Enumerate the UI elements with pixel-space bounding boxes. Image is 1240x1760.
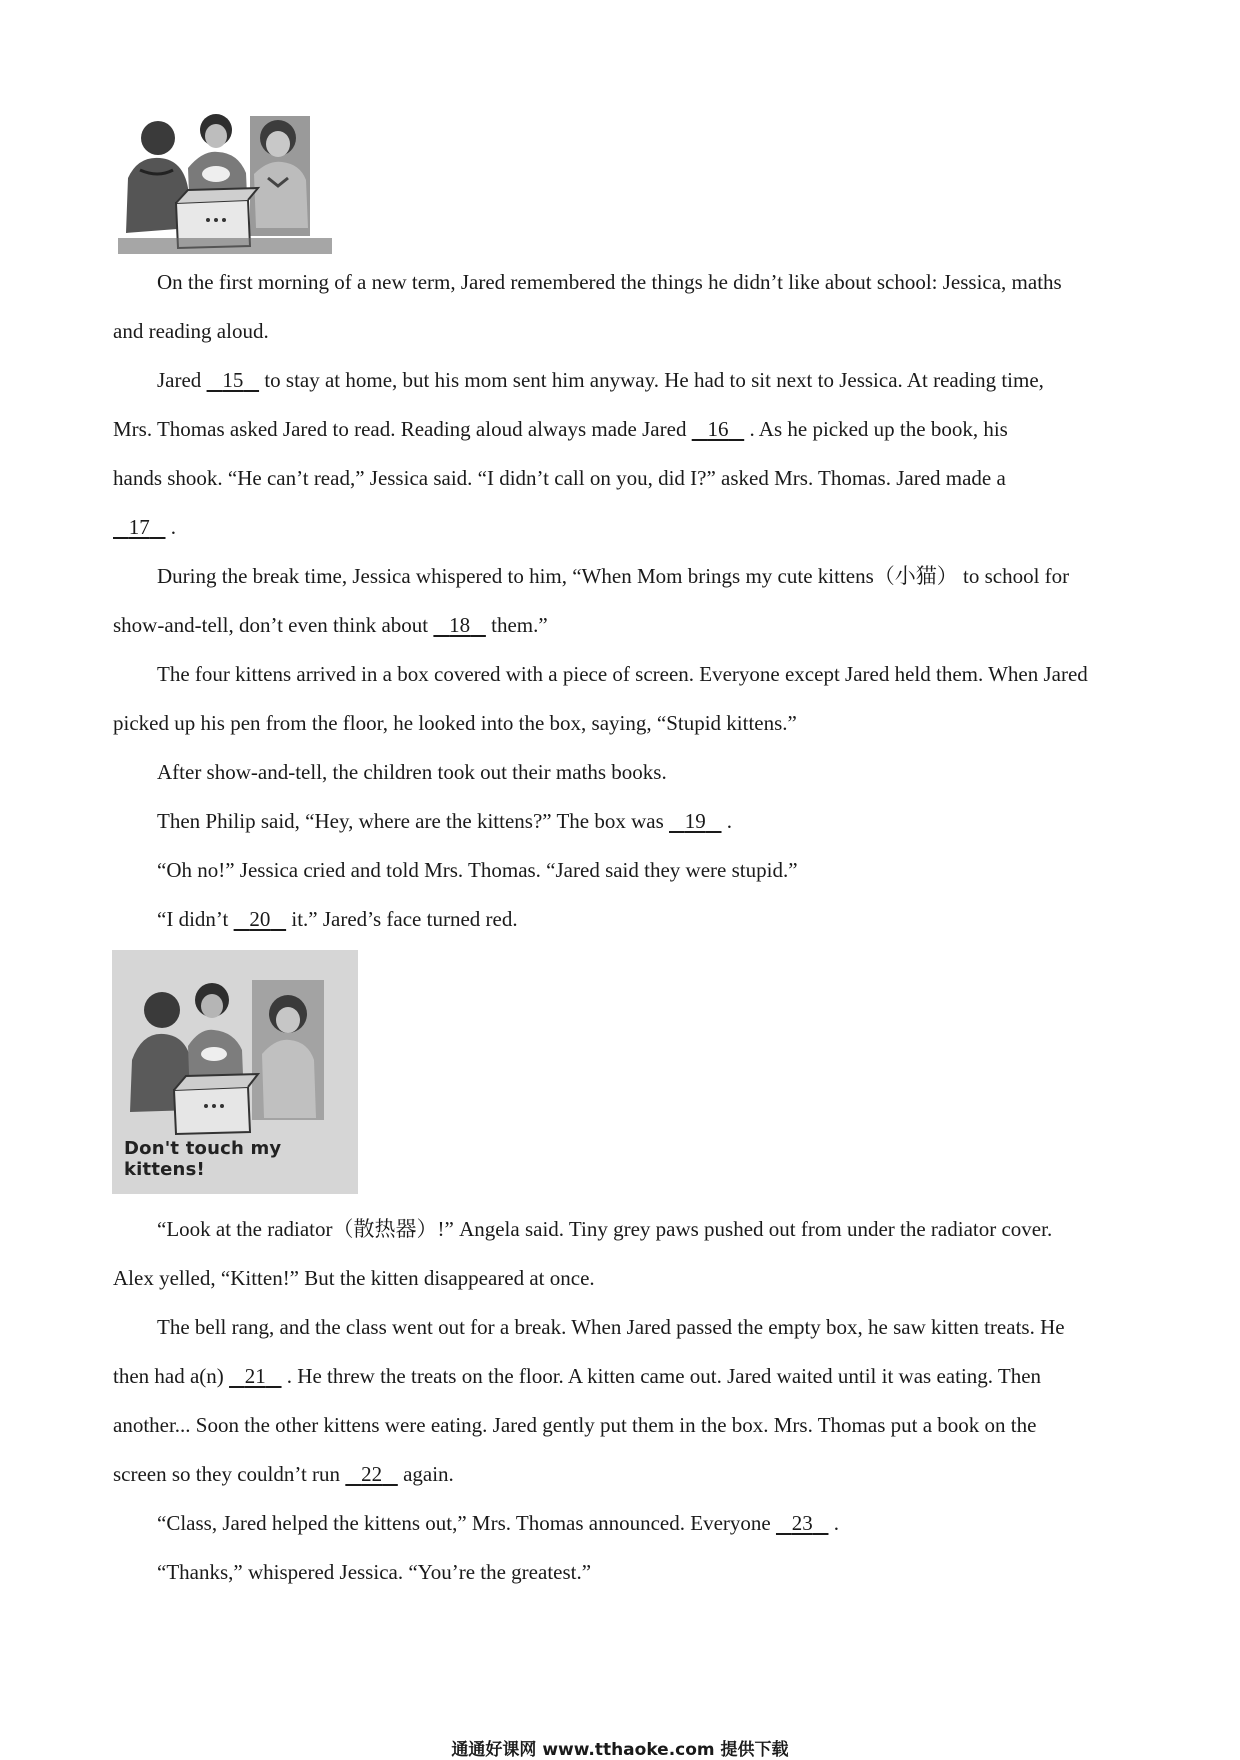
text-line bbox=[113, 1264, 1133, 1292]
line-text: hands shook. “He can’t read,” Jessica said. “I didn’t call on you, did I?” asked Mrs. Thomas. Jared made a bbox=[113, 466, 1006, 490]
blank-15[interactable] bbox=[207, 368, 260, 392]
text-line bbox=[157, 856, 1177, 884]
line-text: them.” bbox=[485, 613, 548, 637]
text-line bbox=[157, 807, 1177, 835]
blank-number: 18 bbox=[449, 613, 471, 637]
text-line bbox=[113, 464, 1133, 492]
blank-number: 20 bbox=[249, 907, 271, 931]
blank-number: 23 bbox=[791, 1511, 813, 1535]
blank-number: 16 bbox=[707, 417, 729, 441]
line-text: then had a(n) bbox=[113, 1364, 230, 1388]
blank-17[interactable] bbox=[113, 515, 166, 539]
illustration-children-with-kittens bbox=[118, 108, 332, 254]
line-text: picked up his pen from the floor, he looked into the box, saying, “Stupid kittens.” bbox=[113, 711, 797, 735]
blank-number: 21 bbox=[244, 1364, 266, 1388]
blank-23[interactable] bbox=[776, 1511, 829, 1535]
blank-number: 19 bbox=[684, 809, 706, 833]
text-line bbox=[157, 1215, 1177, 1243]
blank-20[interactable] bbox=[234, 907, 287, 931]
text-line bbox=[113, 611, 1133, 639]
text-line bbox=[113, 513, 1133, 541]
blank-number: 22 bbox=[361, 1462, 383, 1486]
line-text: . As he picked up the book, his bbox=[744, 417, 1008, 441]
line-text: “Oh no!” Jessica cried and told Mrs. Thomas. “Jared said they were stupid.” bbox=[157, 858, 798, 882]
text-line bbox=[113, 1411, 1133, 1439]
line-text: The bell rang, and the class went out for a break. When Jared passed the empty box, he saw kitten treats. He bbox=[157, 1315, 1065, 1339]
line-text: On the first morning of a new term, Jared remembered the things he didn’t like about school: Jessica, maths bbox=[157, 270, 1062, 294]
text-line bbox=[157, 366, 1177, 394]
text-line bbox=[157, 660, 1177, 688]
blank-19[interactable] bbox=[669, 809, 722, 833]
text-line bbox=[113, 415, 1133, 443]
line-text: . bbox=[165, 515, 176, 539]
line-text: . bbox=[828, 1511, 839, 1535]
text-line bbox=[157, 562, 1177, 590]
blank-18[interactable] bbox=[433, 613, 486, 637]
line-text: “I didn’t bbox=[157, 907, 234, 931]
text-line bbox=[157, 1509, 1177, 1537]
line-text: “Class, Jared helped the kittens out,” Mrs. Thomas announced. Everyone bbox=[157, 1511, 776, 1535]
line-text: another... Soon the other kittens were eating. Jared gently put them in the box. Mrs. Thomas put a book on the bbox=[113, 1413, 1037, 1437]
text-line bbox=[157, 1558, 1177, 1586]
illustration-caption: Don't touch my kittens! bbox=[124, 1138, 282, 1180]
blank-number: 17 bbox=[128, 515, 150, 539]
blank-16[interactable] bbox=[692, 417, 745, 441]
line-text: . bbox=[721, 809, 733, 833]
line-text: Then Philip said, “Hey, where are the kittens?” The box was bbox=[157, 809, 670, 833]
blank-number: 15 bbox=[222, 368, 244, 392]
line-text: and reading aloud. bbox=[113, 319, 269, 343]
line-text: Alex yelled, “Kitten!” But the kitten disappeared at once. bbox=[113, 1266, 595, 1290]
line-text: “Thanks,” whispered Jessica. “You’re the greatest.” bbox=[157, 1560, 592, 1584]
text-line bbox=[157, 1313, 1177, 1341]
illustration-dont-touch-kittens bbox=[112, 950, 358, 1194]
line-text: “Look at the radiator（散热器）!” Angela said. Tiny grey paws pushed out from under the radiator cover. bbox=[157, 1217, 1053, 1241]
line-text: it.” Jared’s face turned red. bbox=[286, 907, 518, 931]
line-text: During the break time, Jessica whispered to him, “When Mom brings my cute kittens（小猫） to school for bbox=[157, 564, 1070, 588]
text-line bbox=[113, 709, 1133, 737]
text-line bbox=[113, 1362, 1133, 1390]
text-line bbox=[157, 268, 1177, 296]
line-text: The four kittens arrived in a box covered with a piece of screen. Everyone except Jared held them. When Jared bbox=[157, 662, 1088, 686]
line-text: to stay at home, but his mom sent him anyway. He had to sit next to Jessica. At reading time, bbox=[259, 368, 1044, 392]
line-text: screen so they couldn’t run bbox=[113, 1462, 346, 1486]
line-text: After show-and-tell, the children took out their maths books. bbox=[157, 760, 667, 784]
line-text: again. bbox=[397, 1462, 454, 1486]
blank-21[interactable] bbox=[229, 1364, 282, 1388]
text-line bbox=[113, 1460, 1133, 1488]
blank-22[interactable] bbox=[345, 1462, 398, 1486]
line-text: show-and-tell, don’t even think about bbox=[113, 613, 434, 637]
line-text: Jared bbox=[157, 368, 207, 392]
line-text: . He threw the treats on the floor. A kitten came out. Jared waited until it was eating. Then bbox=[281, 1364, 1042, 1388]
text-line bbox=[157, 758, 1177, 786]
text-line bbox=[157, 905, 1177, 933]
line-text: Mrs. Thomas asked Jared to read. Reading aloud always made Jared bbox=[113, 417, 692, 441]
page-footer: 通通好课网 www.tthaoke.com 提供下载 bbox=[451, 1740, 789, 1760]
text-line bbox=[113, 317, 1133, 345]
